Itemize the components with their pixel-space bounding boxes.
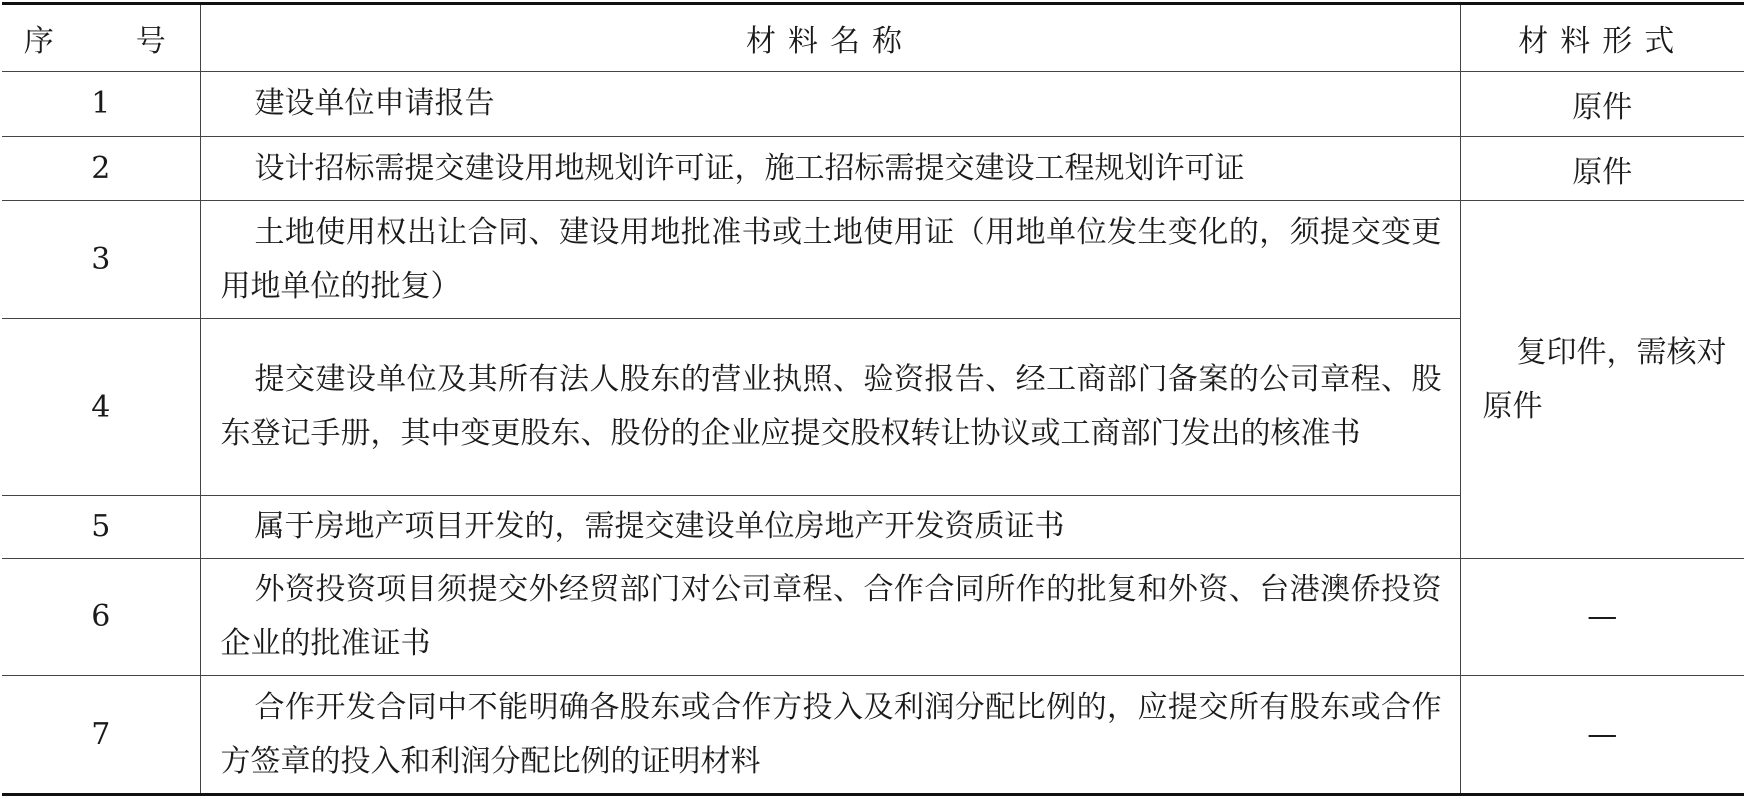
row-seq: 3 [2,201,200,319]
row-seq: 2 [2,136,200,201]
row-name: 属于房地产项目开发的，需提交建设单位房地产开发资质证书 [200,496,1460,559]
table-row [2,558,1744,676]
materials-table [2,2,1744,796]
header-row [2,4,1744,72]
row-name: 设计招标需提交建设用地规划许可证，施工招标需提交建设工程规划许可证 [200,136,1460,201]
row-form-merged: 复印件，需核对原件 [1460,201,1744,558]
header-seq: 序 号 [2,4,200,72]
row-form: 原件 [1460,72,1744,137]
row-seq: 1 [2,72,200,137]
table-row [2,201,1744,319]
row-name: 合作开发合同中不能明确各股东或合作方投入及利润分配比例的，应提交所有股东或合作方签章的投入和利润分配比例的证明材料 [200,676,1460,795]
table-row [2,72,1744,137]
table-row [2,136,1744,201]
row-name: 建设单位申请报告 [200,72,1460,137]
header-form: 材料形式 [1460,4,1744,72]
row-seq: 7 [2,676,200,795]
row-form: 原件 [1460,136,1744,201]
row-name: 土地使用权出让合同、建设用地批准书或土地使用证（用地单位发生变化的，须提交变更用地单位的批复） [200,201,1460,319]
row-form: — [1460,676,1744,795]
row-form: — [1460,558,1744,676]
table-row [2,676,1744,795]
row-seq: 5 [2,496,200,559]
header-name: 材料名称 [200,4,1460,72]
row-name: 外资投资项目须提交外经贸部门对公司章程、合作合同所作的批复和外资、台港澳侨投资企业的批准证书 [200,558,1460,676]
row-name: 提交建设单位及其所有法人股东的营业执照、验资报告、经工商部门备案的公司章程、股东登记手册，其中变更股东、股份的企业应提交股权转让协议或工商部门发出的核准书 [200,319,1460,496]
row-seq: 4 [2,319,200,496]
row-seq: 6 [2,558,200,676]
